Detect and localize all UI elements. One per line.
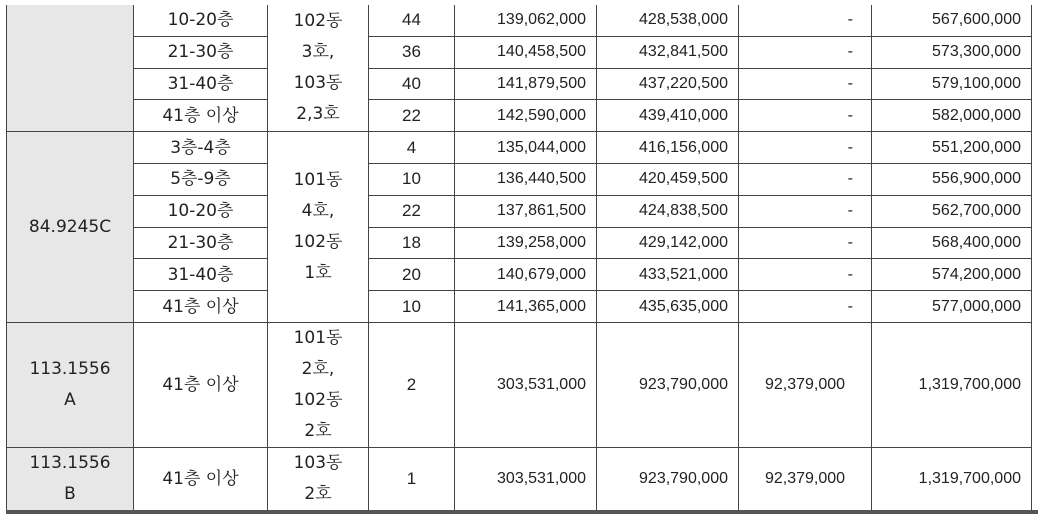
- price-cell-3: 92,379,000: [739, 447, 872, 512]
- edge-cell: [1032, 100, 1038, 132]
- unit-line: 102동: [293, 389, 343, 410]
- unit-cell: [268, 447, 369, 512]
- table-row: [7, 447, 1038, 512]
- table-row: [7, 227, 1038, 259]
- price-cell-2: 428,538,000: [597, 5, 739, 36]
- total-cell: 562,700,000: [872, 195, 1032, 227]
- total-cell: 1,319,700,000: [872, 447, 1032, 512]
- price-cell-2: 433,521,000: [597, 259, 739, 291]
- unit-line: 4호,: [301, 201, 335, 222]
- table-row: [7, 36, 1038, 68]
- count-cell: 22: [369, 195, 455, 227]
- unit-line: 1호: [304, 263, 332, 284]
- total-cell: 1,319,700,000: [872, 322, 1032, 447]
- edge-cell: [1032, 227, 1038, 259]
- unit-cell: [268, 132, 369, 323]
- price-cell-3: -: [739, 5, 872, 36]
- price-cell-2: 420,459,500: [597, 163, 739, 195]
- total-cell: 551,200,000: [872, 132, 1032, 164]
- price-cell-1: 139,258,000: [455, 227, 597, 259]
- count-cell: 22: [369, 100, 455, 132]
- price-cell-3: -: [739, 100, 872, 132]
- unit-line: 2호: [304, 483, 332, 504]
- edge-cell: [1032, 132, 1038, 164]
- edge-cell: [1032, 36, 1038, 68]
- unit-line: 101동: [293, 170, 343, 191]
- price-cell-3: -: [739, 227, 872, 259]
- price-cell-1: 142,590,000: [455, 100, 597, 132]
- price-cell-3: -: [739, 68, 872, 100]
- edge-cell: [1032, 259, 1038, 291]
- price-cell-2: 439,410,000: [597, 100, 739, 132]
- price-cell-1: 303,531,000: [455, 322, 597, 447]
- price-cell-3: 92,379,000: [739, 322, 872, 447]
- price-cell-1: 140,679,000: [455, 259, 597, 291]
- floor-cell: 21-30층: [134, 36, 268, 68]
- total-cell: 577,000,000: [872, 291, 1032, 323]
- unit-line: 3호,: [301, 42, 335, 63]
- count-cell: 10: [369, 291, 455, 323]
- price-cell-1: 135,044,000: [455, 132, 597, 164]
- price-cell-2: 923,790,000: [597, 322, 739, 447]
- unit-line: 2호: [304, 420, 332, 441]
- floor-cell: 41층 이상: [134, 447, 268, 512]
- floor-cell: 41층 이상: [134, 322, 268, 447]
- floor-cell: 5층-9층: [134, 163, 268, 195]
- count-cell: 36: [369, 36, 455, 68]
- price-cell-1: 141,879,500: [455, 68, 597, 100]
- area-line: B: [64, 483, 76, 504]
- unit-line: 102동: [293, 11, 343, 32]
- floor-cell: 10-20층: [134, 195, 268, 227]
- price-cell-1: 141,365,000: [455, 291, 597, 323]
- count-cell: 44: [369, 5, 455, 36]
- unit-cell: [268, 5, 369, 132]
- price-cell-1: 303,531,000: [455, 447, 597, 512]
- floor-cell: 21-30층: [134, 227, 268, 259]
- table-row: [7, 195, 1038, 227]
- price-cell-3: -: [739, 163, 872, 195]
- area-cell: 84.9245C: [7, 132, 134, 323]
- floor-cell: 10-20층: [134, 5, 268, 36]
- unit-line: 101동: [293, 327, 343, 348]
- unit-line: 103동: [293, 73, 343, 94]
- total-cell: 579,100,000: [872, 68, 1032, 100]
- price-cell-2: 437,220,500: [597, 68, 739, 100]
- count-cell: 2: [369, 322, 455, 447]
- price-cell-3: -: [739, 132, 872, 164]
- edge-cell: [1032, 68, 1038, 100]
- total-cell: 556,900,000: [872, 163, 1032, 195]
- price-cell-2: 429,142,000: [597, 227, 739, 259]
- table-row: [7, 100, 1038, 132]
- price-cell-3: -: [739, 291, 872, 323]
- edge-cell: [1032, 322, 1038, 447]
- table-row: [7, 322, 1038, 447]
- price-cell-1: 137,861,500: [455, 195, 597, 227]
- table-row: [7, 5, 1038, 36]
- edge-cell: [1032, 195, 1038, 227]
- count-cell: 1: [369, 447, 455, 512]
- unit-line: 2호,: [301, 358, 335, 379]
- floor-cell: 41층 이상: [134, 291, 268, 323]
- price-table: [6, 5, 1038, 514]
- unit-line: 102동: [293, 232, 343, 253]
- floor-cell: 31-40층: [134, 68, 268, 100]
- floor-cell: 31-40층: [134, 259, 268, 291]
- price-cell-2: 424,838,500: [597, 195, 739, 227]
- unit-line: 103동: [293, 452, 343, 473]
- edge-cell: [1032, 5, 1038, 36]
- price-cell-2: 435,635,000: [597, 291, 739, 323]
- unit-line: 2,3호: [296, 104, 340, 125]
- edge-cell: [1032, 163, 1038, 195]
- area-line: A: [64, 389, 76, 410]
- area-cell: [7, 322, 134, 447]
- edge-cell: [1032, 291, 1038, 323]
- count-cell: 20: [369, 259, 455, 291]
- unit-cell: [268, 322, 369, 447]
- total-cell: 567,600,000: [872, 5, 1032, 36]
- count-cell: 40: [369, 68, 455, 100]
- total-cell: 574,200,000: [872, 259, 1032, 291]
- price-table-container: [6, 5, 1038, 514]
- table-row: [7, 259, 1038, 291]
- area-cell: [7, 5, 134, 132]
- edge-cell: [1032, 447, 1038, 512]
- price-cell-1: 139,062,000: [455, 5, 597, 36]
- area-line: 113.1556: [29, 358, 111, 379]
- table-row: [7, 163, 1038, 195]
- count-cell: 4: [369, 132, 455, 164]
- count-cell: 10: [369, 163, 455, 195]
- floor-cell: 41층 이상: [134, 100, 268, 132]
- total-cell: 573,300,000: [872, 36, 1032, 68]
- area-cell: [7, 447, 134, 512]
- price-cell-1: 140,458,500: [455, 36, 597, 68]
- price-cell-3: -: [739, 195, 872, 227]
- price-cell-3: -: [739, 259, 872, 291]
- table-row: [7, 291, 1038, 323]
- price-cell-1: 136,440,500: [455, 163, 597, 195]
- total-cell: 582,000,000: [872, 100, 1032, 132]
- floor-cell: 3층-4층: [134, 132, 268, 164]
- price-cell-2: 923,790,000: [597, 447, 739, 512]
- price-cell-2: 432,841,500: [597, 36, 739, 68]
- price-cell-3: -: [739, 36, 872, 68]
- area-line: 113.1556: [29, 452, 111, 473]
- price-cell-2: 416,156,000: [597, 132, 739, 164]
- total-cell: 568,400,000: [872, 227, 1032, 259]
- count-cell: 18: [369, 227, 455, 259]
- table-row: [7, 68, 1038, 100]
- table-row: [7, 132, 1038, 164]
